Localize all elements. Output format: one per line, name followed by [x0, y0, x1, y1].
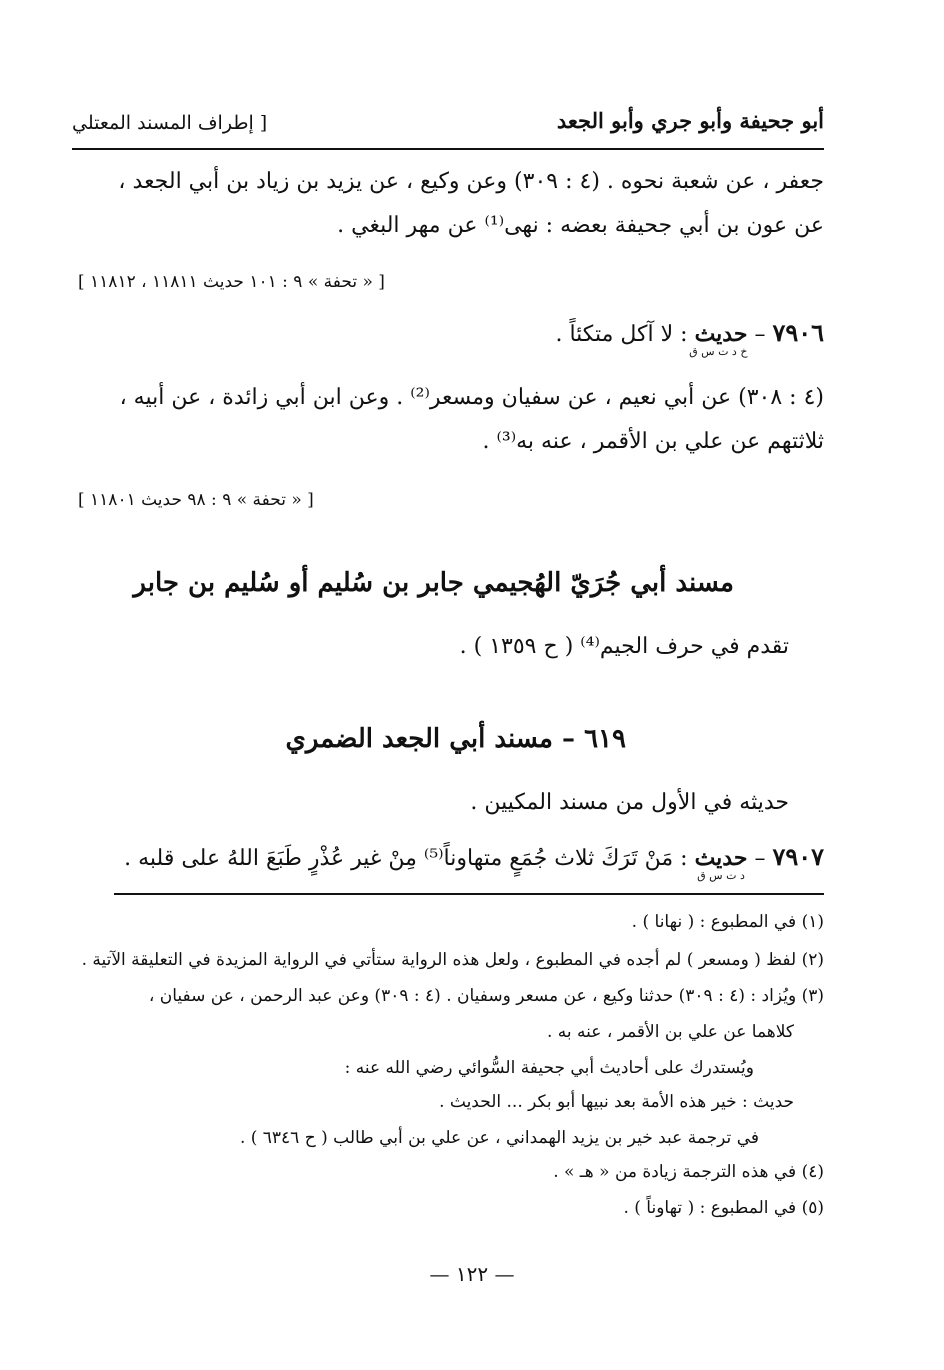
- source-sigla: د ت س ق: [697, 869, 745, 882]
- section-line: تقدم في حرف الجيم⁽⁴⁾ ( ح ١٣٥٩ ) .: [459, 634, 789, 659]
- entry-dash: –: [754, 846, 766, 871]
- hadith-text: : مَنْ تَرَكَ ثلاث جُمَعٍ متهاوناً⁽⁵⁾ مِنْ غير عُذْرٍ طَبَعَ اللهُ على قلبه .: [124, 846, 688, 871]
- body-line: ثلاثتهم عن علي بن الأقمر ، عنه به⁽³⁾ .: [482, 429, 824, 454]
- footnote: (٢) لفظ ( ومسعر ) لم أجده في المطبوع ، ولعل هذه الرواية ستأتي في الرواية المزيدة في التعليقة الآتية .: [81, 950, 824, 970]
- body-line: جعفر ، عن شعبة نحوه . (٤ : ٣٠٩) وعن وكيع ، عن يزيد بن زياد بن أبي الجعد ،: [118, 169, 824, 194]
- section-line: حديثه في الأول من مسند المكيين .: [470, 790, 789, 815]
- footnote-rule: [114, 893, 824, 895]
- hadith-keyword: [694, 845, 748, 882]
- tuhfa-reference: [ « تحفة » ٩ : ١٠١ حديث ١١٨١١ ، ١١٨١٢ ]: [78, 272, 385, 292]
- footnote-continuation: حديث : خير هذه الأمة بعد نبيها أبو بكر ... الحديث .: [439, 1092, 794, 1112]
- hadith-text: : لا آكل متكئاً .: [555, 322, 688, 347]
- hadith-number: ٧٩٠٧: [772, 842, 824, 871]
- hadith-number: ٧٩٠٦: [772, 318, 824, 347]
- keyword-text: حديث: [694, 845, 748, 871]
- hadith-entry-7906: [555, 318, 824, 358]
- running-header-title: أبو جحيفة وأبو جري وأبو الجعد: [556, 108, 824, 133]
- tuhfa-reference: [ « تحفة » ٩ : ٩٨ حديث ١١٨٠١ ]: [78, 490, 314, 510]
- footnote-continuation: كلاهما عن علي بن الأقمر ، عنه به .: [546, 1022, 794, 1042]
- footnote: (٤) في هذه الترجمة زيادة من « هـ » .: [553, 1162, 824, 1182]
- section-title-619: ٦١٩ – مسند أبي الجعد الضمري: [285, 724, 626, 754]
- header-rule: [72, 148, 824, 150]
- source-sigla: خ د ت س ق: [689, 345, 748, 358]
- hadith-keyword: [689, 321, 748, 358]
- hadith-entry-7907: [124, 842, 824, 882]
- footnote: (٣) ويُزاد : (٤ : ٣٠٩) حدثنا وكيع ، عن مسعر وسفيان . (٤ : ٣٠٩) وعن عبد الرحمن ، عن سفيان ،: [148, 986, 824, 1006]
- body-line: عن عون بن أبي جحيفة بعضه : نهى⁽¹⁾ عن مهر البغي .: [337, 213, 824, 238]
- footnote: (١) في المطبوع : ( نهانا ) .: [631, 912, 824, 932]
- footnote-continuation: ويُستدرك على أحاديث أبي جحيفة السُّوائي رضي الله عنه :: [344, 1058, 754, 1078]
- footnote: (٥) في المطبوع : ( تهاوناً ) .: [623, 1198, 824, 1218]
- page-number: — ١٢٢ —: [429, 1262, 515, 1286]
- footnote-continuation: في ترجمة عبد خير بن يزيد الهمداني ، عن علي بن أبي طالب ( ح ٦٣٤٦ ) .: [239, 1128, 759, 1148]
- entry-dash: –: [754, 322, 766, 347]
- keyword-text: حديث: [694, 321, 748, 347]
- running-header-book-title: [ إطراف المسند المعتلي: [72, 112, 268, 134]
- body-line: (٤ : ٣٠٨) عن أبي نعيم ، عن سفيان ومسعر⁽²⁾ . وعن ابن أبي زائدة ، عن أبيه ،: [119, 385, 824, 410]
- section-title-abu-jurayy: مسند أبي جُرَيّ الهُجيمي جابر بن سُليم أو سُليم بن جابر: [133, 568, 734, 598]
